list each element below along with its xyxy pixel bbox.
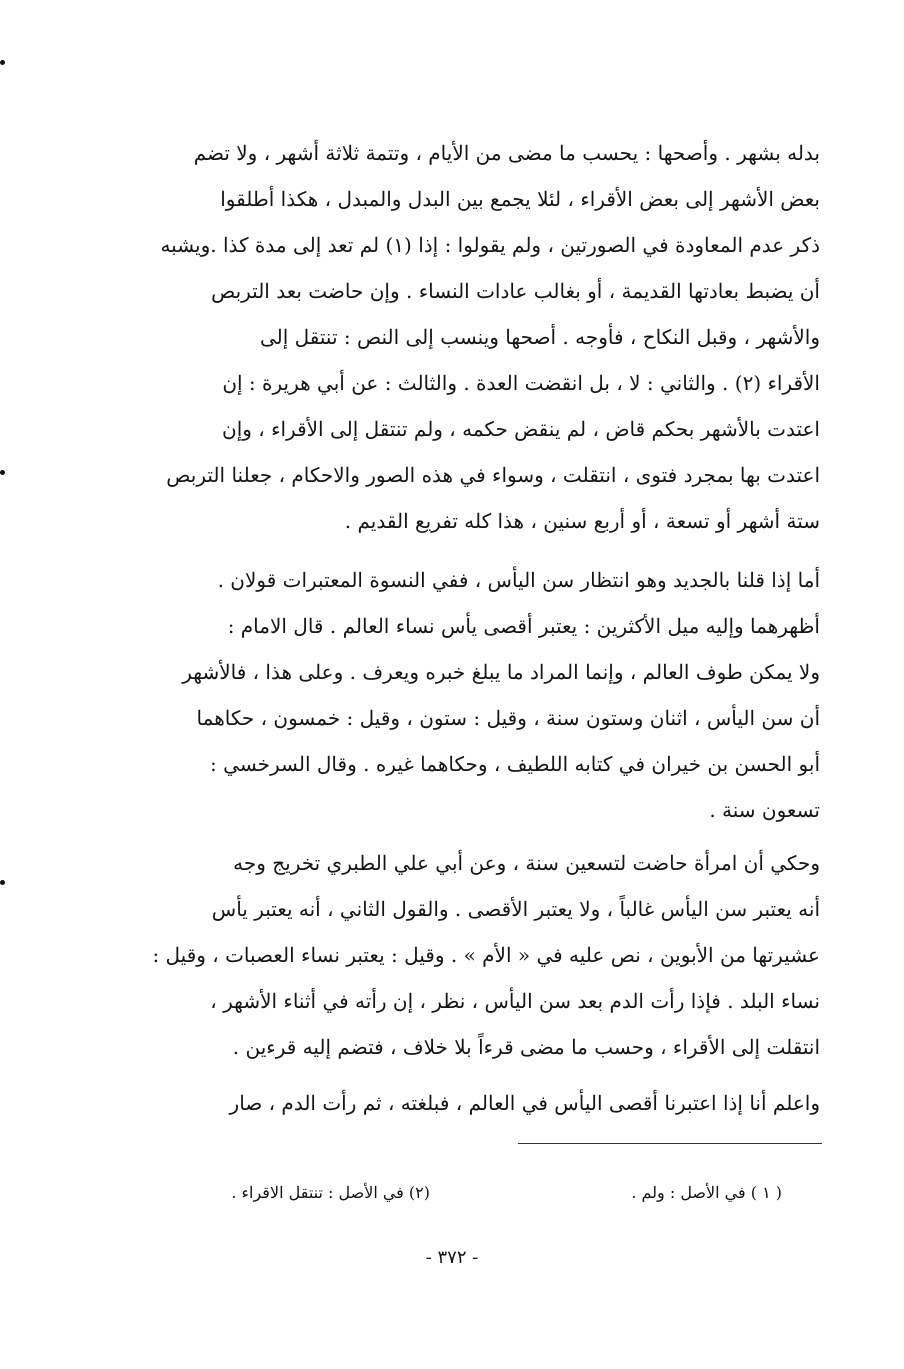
- scan-edge-mark: [0, 60, 5, 65]
- paragraph-1: [90, 130, 820, 544]
- paragraph-2: [90, 557, 820, 833]
- text-line: بعض الأشهر إلى بعض الأقراء ، لئلا يجمع بين البدل والمبدل ، هكذا أطلقوا: [220, 187, 820, 211]
- text-line: تسعون سنة .: [709, 798, 820, 822]
- text-line: أبو الحسن بن خيران في كتابه اللطيف ، وحكاهما غيره . وقال السرخسي :: [210, 752, 820, 776]
- paragraph-4: [90, 1080, 820, 1126]
- text-line: أما إذا قلنا بالجديد وهو انتظار سن اليأس ، ففي النسوة المعتبرات قولان .: [217, 568, 820, 592]
- footnotes: [140, 1178, 790, 1208]
- text-line: أن سن اليأس ، اثنان وستون سنة ، وقيل : ستون ، وقيل : خمسون ، حكاهما: [196, 706, 820, 730]
- text-line: وحكي أن امرأة حاضت لتسعين سنة ، وعن أبي علي الطبري تخريج وجه: [233, 851, 820, 875]
- text-line: أن يضبط بعادتها القديمة ، أو بغالب عادات النساء . وإن حاضت بعد التربص: [211, 279, 820, 303]
- text-line: بدله بشهر . وأصحها : يحسب ما مضى من الأيام ، وتتمة ثلاثة أشهر ، ولا تضم: [193, 141, 820, 165]
- text-line: أظهرهما وإليه ميل الأكثرين : يعتبر أقصى يأس نساء العالم . قال الامام :: [227, 614, 820, 638]
- text-line: ستة أشهر أو تسعة ، أو أربع سنين ، هذا كله تفريع القديم .: [344, 509, 820, 533]
- scan-edge-mark: [0, 470, 5, 475]
- text-line: أنه يعتبر سن اليأس غالباً ، ولا يعتبر الأقصى . والقول الثاني ، أنه يعتبر يأس: [211, 897, 820, 921]
- text-line: الأقراء (٢) . والثاني : لا ، بل انقضت العدة . والثالث : عن أبي هريرة : إن: [222, 371, 820, 395]
- text-line: اعتدت بالأشهر بحكم قاض ، لم ينقض حكمه ، ولم تنتقل إلى الأقراء ، وإن: [222, 417, 820, 441]
- scan-edge-mark: [0, 880, 5, 885]
- text-line: عشيرتها من الأبوين ، نص عليه في « الأم » . وقيل : يعتبر نساء العصبات ، وقيل :: [152, 943, 820, 967]
- text-line: اعتدت بها بمجرد فتوى ، انتقلت ، وسواء في هذه الصور والاحكام ، جعلنا التربص: [166, 463, 820, 487]
- text-line: ذكر عدم المعاودة في الصورتين ، ولم يقولوا : إذا (١) لم تعد إلى مدة كذا .ويشبه: [160, 233, 820, 257]
- page-number: - ٣٧٢ -: [425, 1247, 479, 1268]
- footnote-1: ( ١ ) في الأصل : ولم .: [631, 1183, 782, 1202]
- text-line: واعلم أنا إذا اعتبرنا أقصى اليأس في العالم ، فبلغته ، ثم رأت الدم ، صار: [229, 1091, 820, 1115]
- text-line: والأشهر ، وقبل النكاح ، فأوجه . أصحها وينسب إلى النص : تنتقل إلى: [259, 325, 820, 349]
- text-line: ولا يمكن طوف العالم ، وإنما المراد ما يبلغ خبره ويعرف . وعلى هذا ، فالأشهر: [182, 660, 820, 684]
- text-line: نساء البلد . فإذا رأت الدم بعد سن اليأس ، نظر ، إن رأته في أثناء الأشهر ،: [210, 989, 820, 1013]
- text-line: انتقلت إلى الأقراء ، وحسب ما مضى قرءاً بلا خلاف ، فتضم إليه قرءين .: [232, 1035, 820, 1059]
- paragraph-3: [90, 840, 820, 1070]
- footnote-2: (٢) في الأصل : تنتقل الاقراء .: [231, 1183, 430, 1202]
- footnote-divider: [518, 1143, 822, 1144]
